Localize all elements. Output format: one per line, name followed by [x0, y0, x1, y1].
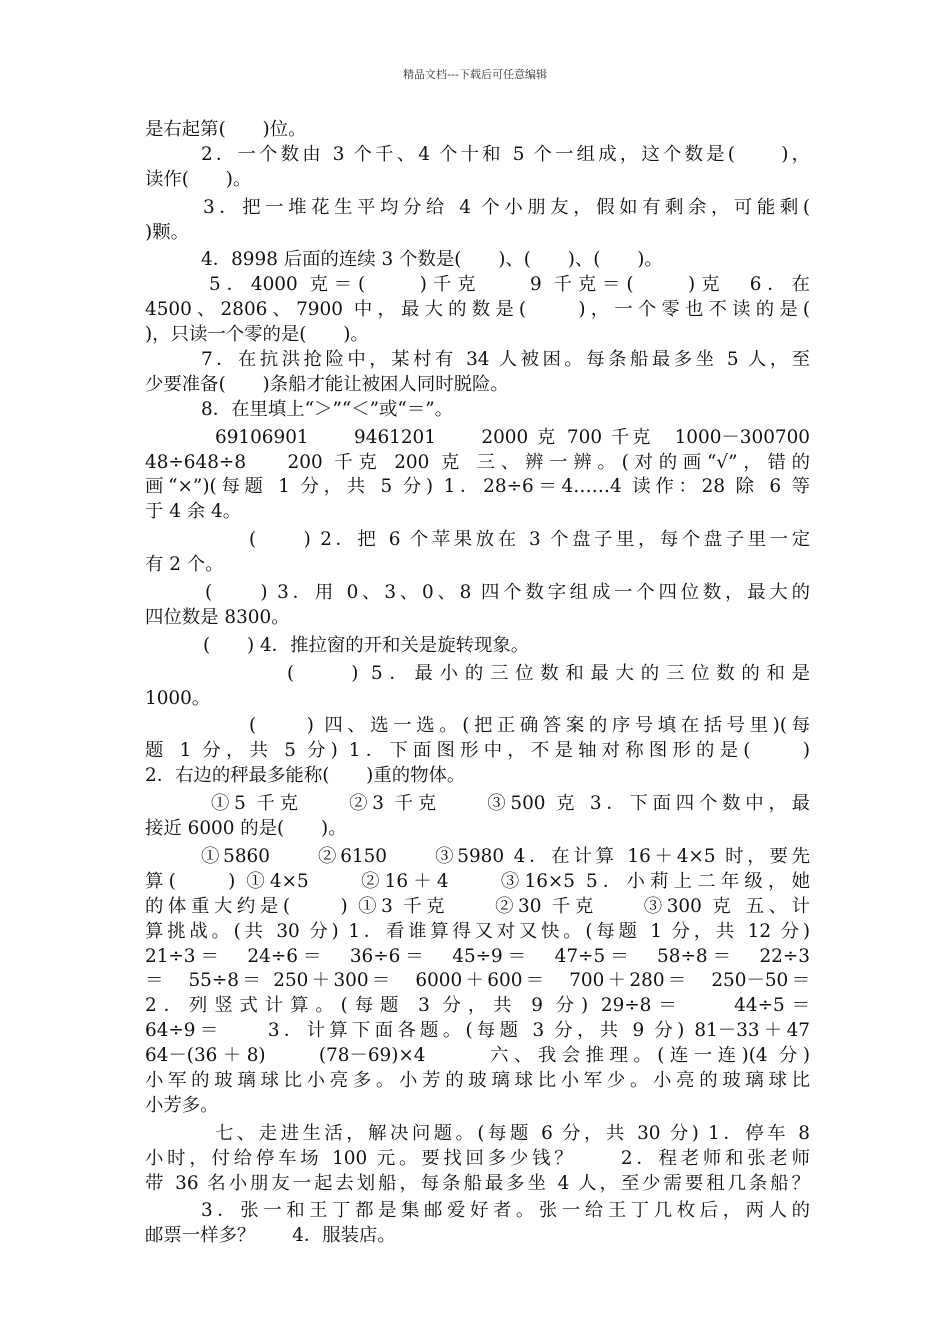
- text-line: 算( ) ①4×5 ②16＋4 ③16×5 5．小莉上二年级，她: [145, 870, 810, 892]
- text-line: 有 2 个。: [145, 554, 224, 576]
- text-line: 4．8998 后面的连续 3 个数是( )、( )、( )。: [201, 249, 663, 271]
- text-line: 少要准备( )条船才能让被困人同时脱险。: [145, 373, 509, 395]
- page-header: 精品文档---下载后可任意编辑: [403, 68, 547, 81]
- text-line: 于 4 余 4。: [145, 501, 242, 523]
- text-line: )颗。: [145, 221, 189, 243]
- text-line: )，只读一个零的是( )。: [145, 324, 369, 346]
- text-line: 8．在里填上“＞”“＜”或“＝”。: [201, 398, 454, 420]
- text-line: 2．右边的秤最多能称( )重的物体。: [145, 765, 466, 787]
- text-line: 64－(36＋8) (78－69)×4 六、我会推理。(连一连)(4 分): [145, 1045, 810, 1067]
- text-line: 3．把一堆花生平均分给 4 个小朋友，假如有剩余，可能剩(: [203, 196, 810, 218]
- text-line: 小军的玻璃球比小亮多。小芳的玻璃球比小军少。小亮的玻璃球比: [145, 1069, 810, 1091]
- text-line: 2．列竖式计算。(每题 3 分，共 9 分) 29÷8＝ 44÷5＝: [145, 995, 810, 1017]
- text-line: ( ) 4．推拉窗的开和关是旋转现象。: [203, 634, 530, 656]
- text-line: 1000。: [145, 687, 211, 709]
- text-line: 21÷3＝ 24÷6＝ 36÷6＝ 45÷9＝ 47÷5＝ 58÷8＝ 22÷3: [145, 945, 810, 967]
- text-line: ( ) 2．把 6 个苹果放在 3 个盘子里，每个盘子里一定: [249, 529, 810, 551]
- text-line: ( ) 3．用 0、3、0、8 四个数字组成一个四位数，最大的: [205, 582, 810, 604]
- text-line: ＝ 55÷8＝ 250＋300＝ 6000＋600＝ 700＋280＝ 250－50＝: [145, 970, 810, 992]
- text-line: 七、走进生活，解决问题。(每题 6 分，共 30 分) 1．停车 8: [215, 1122, 810, 1144]
- text-line: 48÷648÷8 200 千克 200 克 三、辨一辨。(对的画“√”，错的: [145, 451, 810, 473]
- text-line: 小芳多。: [145, 1094, 219, 1116]
- text-line: 4500、2806、7900 中，最大的数是( )，一个零也不读的是(: [145, 299, 810, 321]
- text-line: ①5 千克 ②3 千克 ③500 克 3．下面四个数中，最: [211, 793, 810, 815]
- text-line: 接近 6000 的是( )。: [145, 818, 347, 840]
- text-line: 64÷9＝ 3．计算下面各题。(每题 3 分，共 9 分) 81－33＋47: [145, 1020, 810, 1042]
- text-line: 题 1 分，共 5 分) 1．下面图形中，不是轴对称图形的是( ): [145, 740, 810, 762]
- text-line: 的体重大约是( ) ①3 千克 ②30 千克 ③300 克 五、计: [145, 895, 810, 917]
- text-line: 画“×”)(每题 1 分，共 5 分) 1．28÷6＝4……4 读作：28 除 6 等: [145, 476, 810, 498]
- text-line: ①5860 ②6150 ③5980 4．在计算 16＋4×5 时，要先: [201, 845, 810, 867]
- text-line: 69106901 9461201 2000 克 700 千克 1000－300700: [215, 426, 810, 448]
- text-line: 3．张一和王丁都是集邮爱好者。张一给王丁几枚后，两人的: [201, 1200, 810, 1222]
- text-line: 2．一个数由 3 个千、4 个十和 5 个一组成，这个数是( )，: [201, 143, 810, 165]
- text-line: 算挑战。(共 30 分) 1．看谁算得又对又快。(每题 1 分，共 12 分): [145, 920, 810, 942]
- text-line: 5．4000 克＝( )千克 9 千克＝( )克 6．在: [209, 274, 810, 296]
- text-line: ( ) 5．最小的三位数和最大的三位数的和是: [287, 662, 810, 684]
- text-line: 小时，付给停车场 100 元。要找回多少钱？ 2．程老师和张老师: [145, 1147, 810, 1169]
- text-line: 邮票一样多？ 4．服装店。: [145, 1225, 396, 1247]
- text-line: 四位数是 8300。: [145, 606, 290, 628]
- text-line: ( ) 四、选一选。(把正确答案的序号填在括号里)(每: [249, 715, 810, 737]
- text-line: 读作( )。: [145, 168, 252, 190]
- text-line: 是右起第( )位。: [145, 119, 307, 140]
- text-line: 带 36 名小朋友一起去划船，每条船最多坐 4 人，至少需要租几条船？: [145, 1172, 810, 1194]
- document-body: [145, 118, 810, 1249]
- text-line: 7．在抗洪抢险中，某村有 34 人被困。每条船最多坐 5 人，至: [201, 349, 810, 371]
